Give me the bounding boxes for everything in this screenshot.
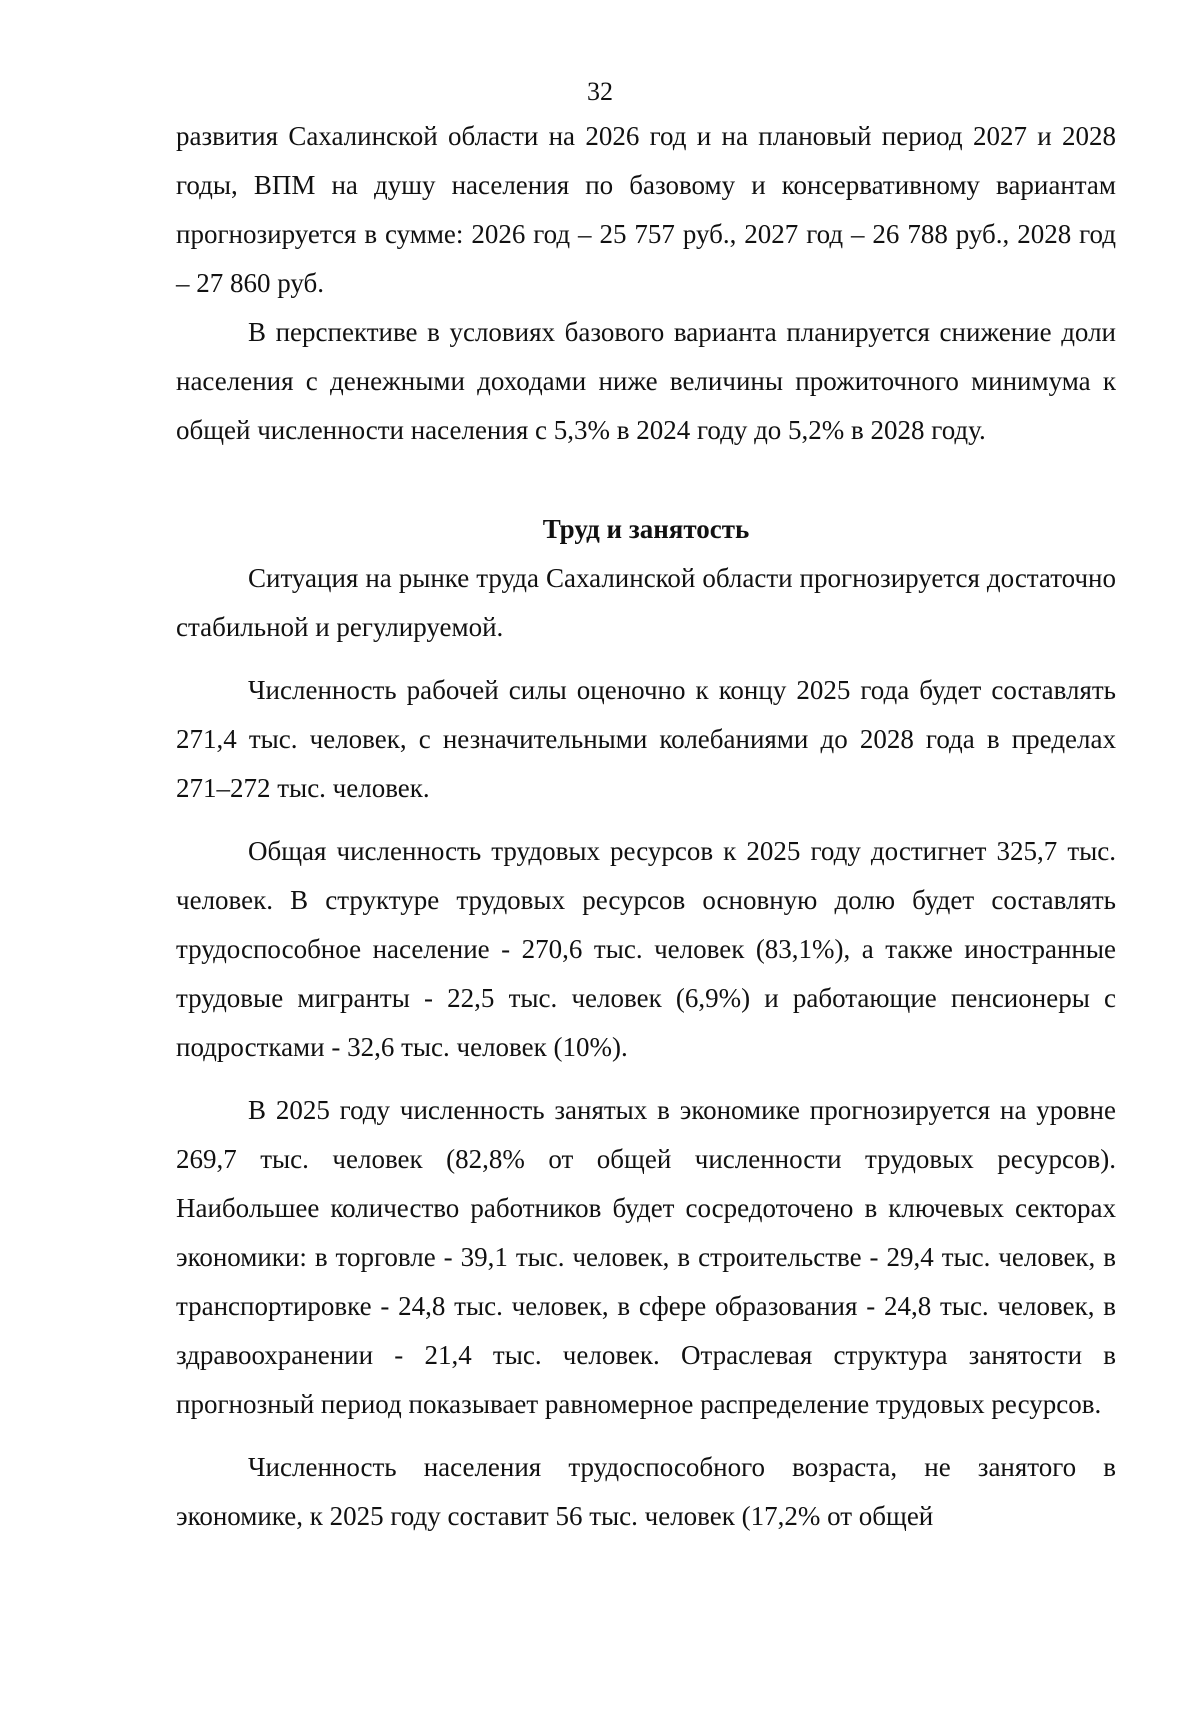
paragraph-unemployed-working-age: Численность населения трудоспособного возраста, не занятого в экономике, к 2025 году составит 56 тыс. человек (17,2% от общей xyxy=(176,1452,1116,1531)
paragraph-continuation: развития Сахалинской области на 2026 год и на плановый период 2027 и 2028 годы, ВПМ на душу населения по базовому и консервативному вариантам прогнозируется в сумме: 2026 год – 25 757 руб., 2027 год – 26 788 руб., 2028 год – 27 860 руб. xyxy=(176,121,1116,298)
section-heading: Труд и занятость xyxy=(542,514,750,544)
paragraph-employment: В 2025 году численность занятых в экономике прогнозируется на уровне 269,7 тыс. человек (82,8% от общей численности трудовых ресурсов). Наибольшее количество работников будет сосредоточено в ключевых секторах экономики: в торговле - 39,1 тыс. человек, в строительстве - 29,4 тыс. человек, в транспортировке - 24,8 тыс. человек, в сфере образования - 24,8 тыс. человек, в здравоохранении - 21,4 тыс. человек. Отраслевая структура занятости в прогнозный период показывает равномерное распределение трудовых ресурсов. xyxy=(176,1095,1116,1419)
paragraph-labor-force: Численность рабочей силы оценочно к концу 2025 года будет составлять 271,4 тыс. человек, с незначительными колебаниями до 2028 года в пределах 271–272 тыс. человек. xyxy=(176,675,1116,803)
paragraph-labor-resources: Общая численность трудовых ресурсов к 2025 году достигнет 325,7 тыс. человек. В структуре трудовых ресурсов основную долю будет составлять трудоспособное население - 270,6 тыс. человек (83,1%), а также иностранные трудовые мигранты - 22,5 тыс. человек (6,9%) и работающие пенсионеры с подростками - 32,6 тыс. человек (10%). xyxy=(176,836,1116,1062)
page-number: 32 xyxy=(587,77,613,106)
document-body xyxy=(176,112,1116,1541)
paragraph-poverty-forecast: В перспективе в условиях базового варианта планируется снижение доли населения с денежными доходами ниже величины прожиточного минимума к общей численности населения с 5,3% в 2024 году до 5,2% в 2028 году. xyxy=(176,317,1116,445)
paragraph-labor-market: Ситуация на рынке труда Сахалинской области прогнозируется достаточно стабильной и регулируемой. xyxy=(176,563,1116,642)
